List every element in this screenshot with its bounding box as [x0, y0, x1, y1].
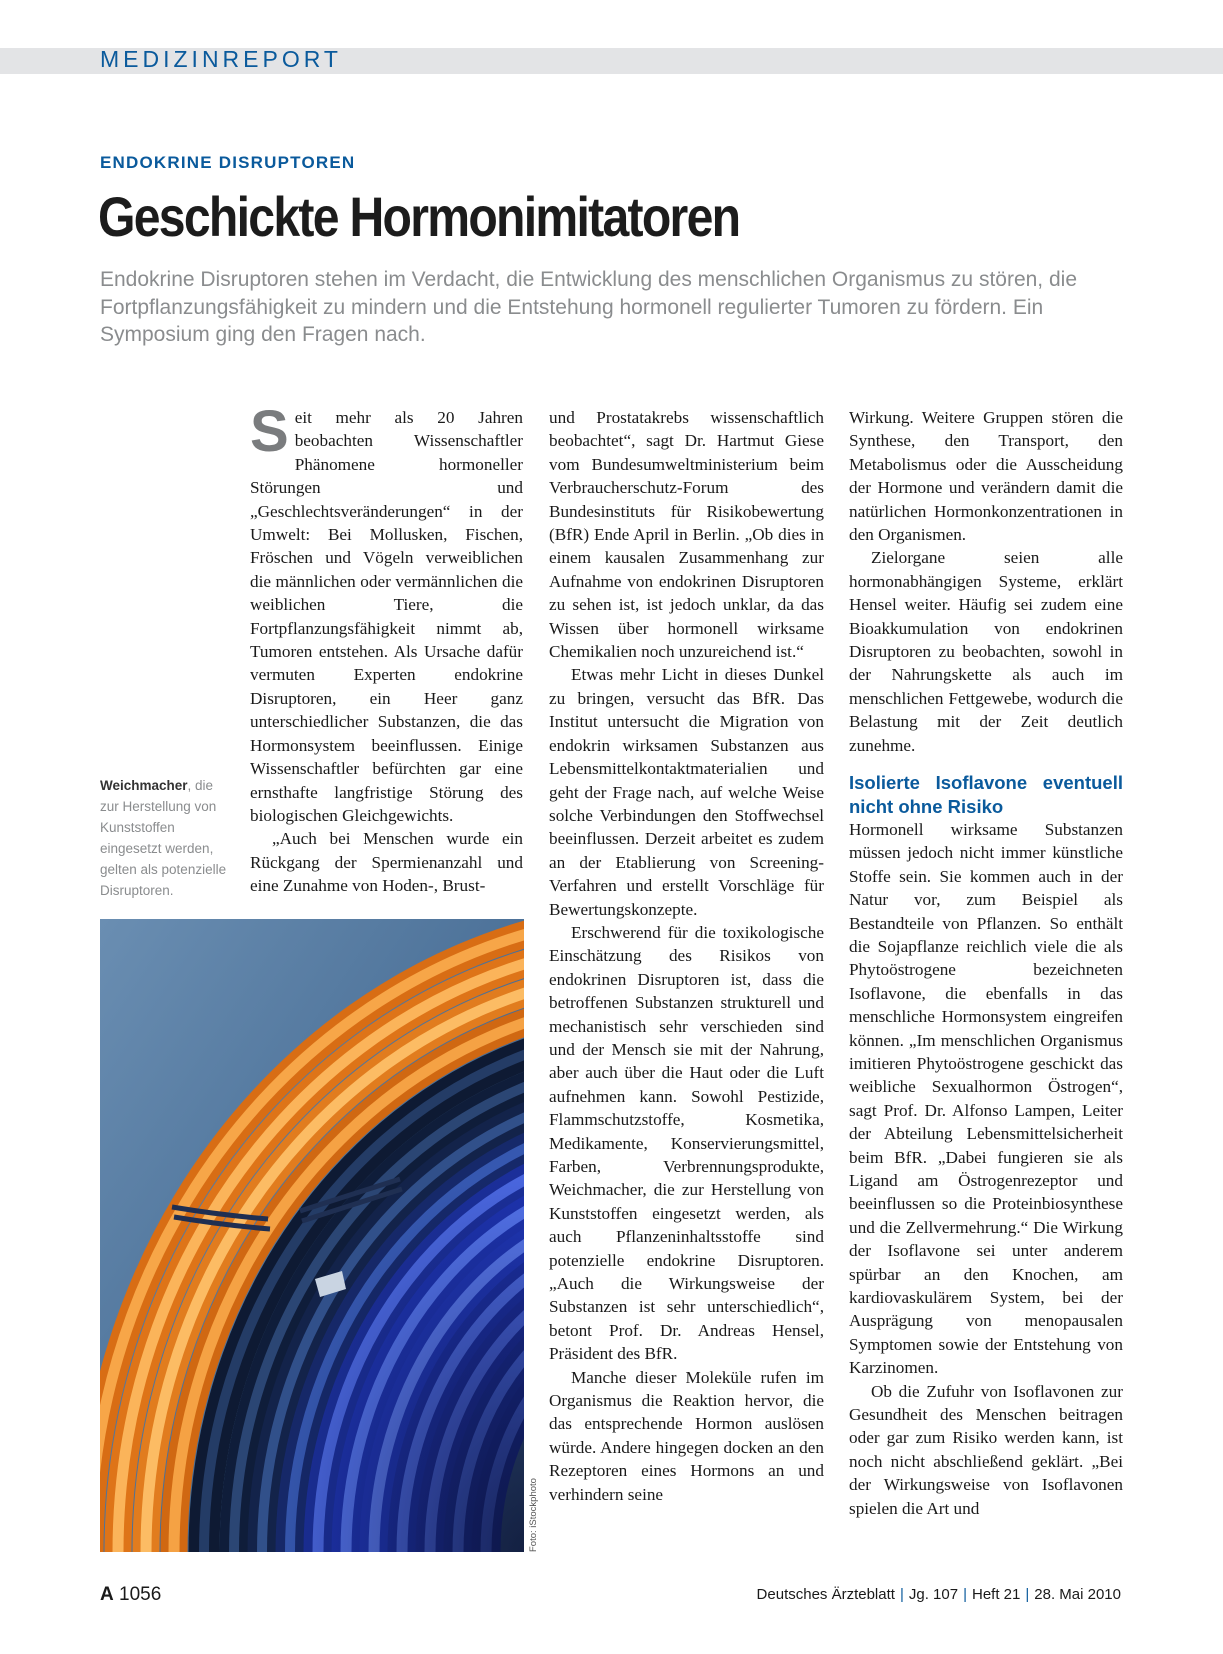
- paragraph: Etwas mehr Licht in dieses Dunkel zu bringen, versucht das BfR. Das Institut untersucht die Migration von endokrin wirksamen Substanzen aus Lebensmittelkontaktmaterialien und geht der Frage nach, auf welche Weise solche Verbindungen den Stoffwechsel beeinflussen. Derzeit arbeitet es zudem an der Etablierung von Screening-Verfahren und erstellt Vorschläge für Bewertungskonzepte.: [549, 665, 824, 919]
- figure-photo-plastic-pipes: [100, 919, 524, 1552]
- photo-credit: Foto: iStockphoto: [528, 1478, 539, 1552]
- paragraph: Manche dieser Moleküle rufen im Organismus die Reaktion hervor, die das entsprechende Hormon auslösen würde. Andere hingegen docken an den Rezeptoren eines Hormons an und verhindern seine: [549, 1367, 824, 1504]
- paragraph: Zielorgane seien alle hormonabhängigen Systeme, erklärt Hensel weiter. Häufig sei zudem eine Bioakkumulation von endokrinen Disruptoren zu beobachten, sowohl in der Nahrungskette als auch im menschlichen Fettgewebe, wodurch die Belastung mit der Zeit deutlich zunehme.: [849, 548, 1123, 755]
- drop-cap: S: [250, 399, 289, 464]
- article-title: Geschickte Hormonimitatoren: [98, 185, 740, 248]
- page-prefix: A: [100, 1584, 114, 1605]
- footer-separator: |: [899, 1586, 904, 1603]
- journal-volume: Jg. 107: [908, 1586, 959, 1603]
- text-column-3: [849, 406, 1123, 1520]
- footer-journal-info: [757, 1586, 1121, 1603]
- text-column-1: [250, 399, 523, 898]
- caption-text: , die zur Herstellung von Kunststoffen eingesetzt werden, gelten als potenzielle Disruptoren.: [100, 778, 227, 898]
- caption-bold: Weichmacher: [100, 778, 188, 793]
- paragraph: Wirkung. Weitere Gruppen stören die Synthese, den Transport, den Metabolismus oder die Ausscheidung der Hormone und verändern damit die natürlichen Hormonkonzentrationen in den Organismen.: [849, 408, 1123, 545]
- paragraph: Hormonell wirksame Substanzen müssen jedoch nicht immer künstliche Stoffe sein. Sie kommen auch in der Natur vor, zum Beispiel als Bestandteile von Pflanzen. So enthält die Sojapflanze reichlich viele die als Phytoöstrogene bezeichneten Isoflavone, die ebenfalls in das menschliche Hormonsystem eingreifen können. „Im menschlichen Organismus imitieren Phytoöstrogene geschickt das weibliche Sexualhormon Östrogen“, sagt Prof. Dr. Alfonso Lampen, Leiter der Abteilung Lebensmittelsicherheit beim BfR. „Dabei fungieren sie als Ligand am Östrogenrezeptor und beeinflussen so die Proteinbiosynthese und die Zellvermehrung.“ Die Wirkung der Isoflavone sei unter anderem spürbar an den Knochen, am kardiovaskulärem System, bei der Ausprägung von menopausalen Symptomen sowie der Entstehung von Karzinomen.: [849, 819, 1123, 1378]
- article-kicker: ENDOKRINE DISRUPTOREN: [100, 153, 356, 172]
- text-column-2: [549, 406, 824, 1506]
- footer-separator: |: [963, 1586, 967, 1603]
- paragraph: [250, 399, 523, 827]
- subheading: Isolierte Isoflavone eventuell nicht ohne Risiko: [849, 772, 1123, 817]
- figure-caption: [100, 775, 228, 901]
- journal-name: Deutsches Ärzteblatt: [756, 1586, 895, 1603]
- journal-date: 28. Mai 2010: [1034, 1586, 1121, 1603]
- page-number-value: 1056: [119, 1584, 162, 1605]
- journal-issue: Heft 21: [971, 1586, 1021, 1603]
- paragraph: und Prostatakrebs wissenschaftlich beobachtet“, sagt Dr. Hartmut Giese vom Bundesumweltministerium beim Verbraucherschutz-Forum des Bundesinstituts für Risikobewertung (BfR) Ende April in Berlin. „Ob dies in einem kausalen Zusammenhang zur Aufnahme von endokrinen Disruptoren zu sehen ist, ist jedoch unklar, da das Wissen über hormonell wirksame Chemikalien noch unzureichend ist.“: [549, 408, 824, 662]
- paragraph: Erschwerend für die toxikologische Einschätzung des Risikos von endokrinen Disruptoren ist, dass die betroffenen Substanzen strukturell und mechanistisch sehr verschieden sind und der Mensch sie mit der Nahrung, aber auch über die Haut oder die Luft aufnehmen kann. Sowohl Pestizide, Flammschutzstoffe, Kosmetika, Medikamente, Konservierungsmittel, Farben, Verbrennungsprodukte, Weichmacher, die zur Herstellung von Kunststoffen eingesetzt werden, als auch Pflanzeninhaltsstoffe sind potenzielle endokrine Disruptoren. „Auch die Wirkungsweise der Substanzen ist sehr unterschiedlich“, betont Prof. Dr. Andreas Hensel, Präsident des BfR.: [549, 922, 824, 1364]
- article-lead: Endokrine Disruptoren stehen im Verdacht, die Entwicklung des menschlichen Organismus zu stören, die Fortpflanzungsfähigkeit zu mindern und die Entstehung hormonell regulierter Tumoren zu fördern. Ein Symposium ging den Fragen nach.: [100, 268, 1078, 346]
- paragraph-text: eit mehr als 20 Jahren beobachten Wissenschaftler Phänomene hormoneller Störungen und „Geschlechtsveränderungen“ in der Umwelt: Bei Mollusken, Fischen, Fröschen und Vögeln verweiblichen die männlichen oder vermännlichen die weiblichen Tiere, die Fortpflanzungsfähigkeit nimmt ab, Tumoren entstehen. Als Ursache dafür vermuten Experten endokrine Disruptoren, ein Heer ganz unterschiedlicher Substanzen, die das Hormonsystem beeinflussen. Einige Wissenschaftler befürchten gar eine ernsthafte langfristige Störung des biologischen Gleichgewichts.: [250, 408, 523, 825]
- page-number: [100, 1584, 161, 1606]
- section-label: MEDIZINREPORT: [100, 46, 342, 72]
- paragraph: „Auch bei Menschen wurde ein Rückgang der Spermienanzahl und eine Zunahme von Hoden-, Brust-: [250, 829, 523, 896]
- footer-separator: |: [1025, 1586, 1030, 1603]
- paragraph: Ob die Zufuhr von Isoflavonen zur Gesundheit des Menschen beitragen oder gar zum Risiko werden kann, ist noch nicht abschließend geklärt. „Bei der Wirkungsweise von Isoflavonen spielen die Art und: [849, 1381, 1123, 1518]
